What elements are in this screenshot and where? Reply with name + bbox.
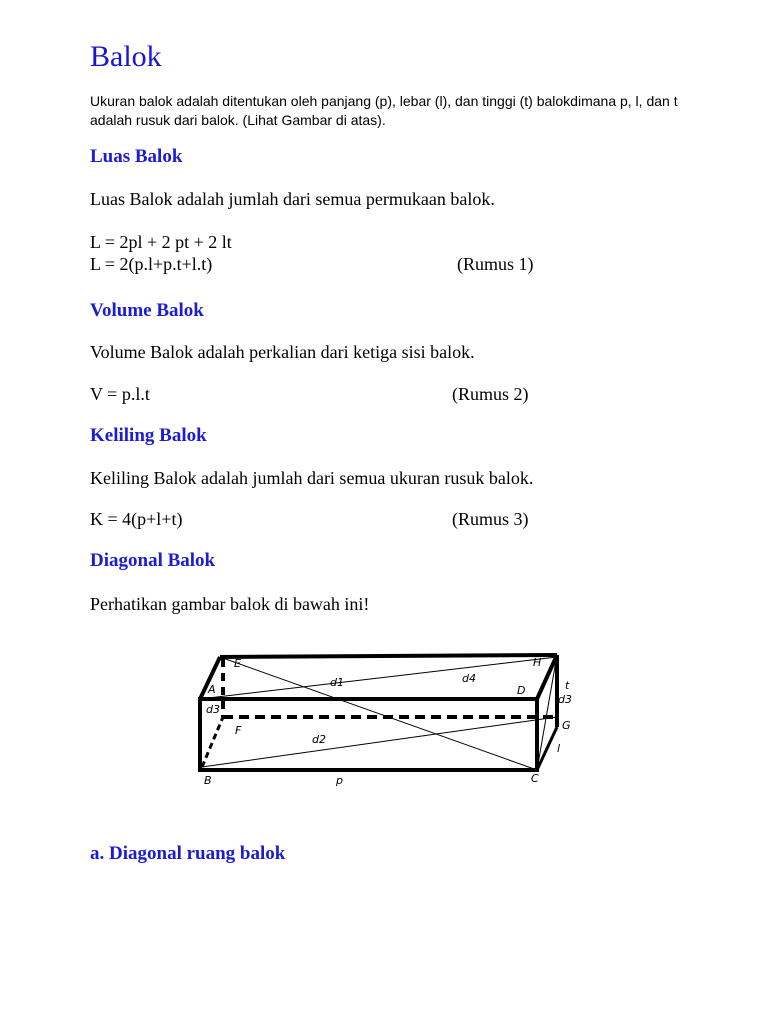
label-A: A — [208, 683, 216, 696]
label-D: D — [517, 684, 526, 697]
label-B: B — [204, 774, 212, 787]
volume-heading: Volume Balok — [90, 300, 204, 321]
hidden-edge-BF — [202, 717, 223, 767]
volume-formula: V = p.l.t — [90, 384, 150, 404]
section-a-heading: a. Diagonal ruang balok — [90, 843, 286, 864]
luas-description: Luas Balok adalah jumlah dari semua permukaan balok. — [90, 189, 495, 209]
rumus-3-label: (Rumus 3) — [452, 509, 529, 529]
keliling-formula: K = 4(p+l+t) — [90, 509, 183, 529]
diagonal-line-d2 — [202, 717, 557, 767]
label-d1: d1 — [330, 676, 344, 689]
volume-description: Volume Balok adalah perkalian dari ketiga sisi balok. — [90, 342, 475, 362]
luas-formula-2: L = 2(p.l+p.t+l.t) — [90, 254, 213, 274]
label-p: p — [336, 774, 343, 787]
rumus-1-label: (Rumus 1) — [457, 254, 534, 274]
label-l: l — [557, 742, 561, 755]
label-d2: d2 — [312, 733, 326, 746]
diagonal-line-1 — [220, 657, 537, 770]
keliling-description: Keliling Balok adalah jumlah dari semua ukuran rusuk balok. — [90, 468, 534, 488]
label-E: E — [234, 657, 241, 670]
cuboid-figure — [190, 645, 580, 795]
luas-formula-1: L = 2pl + 2 pt + 2 lt — [90, 232, 232, 252]
label-d4: d4 — [462, 672, 476, 685]
page-title: Balok — [90, 40, 162, 73]
diagonal-description: Perhatikan gambar balok di bawah ini! — [90, 594, 370, 614]
keliling-heading: Keliling Balok — [90, 425, 207, 446]
label-C: C — [531, 772, 539, 785]
edge-EH — [220, 655, 557, 657]
label-F: F — [235, 724, 242, 737]
luas-heading: Luas Balok — [90, 146, 183, 167]
intro-paragraph: Ukuran balok adalah ditentukan oleh panjang (p), lebar (l), dan tinggi (t) balokdimana p, l, dan t adalah rusuk dari balok. (Lihat Gambar di atas). — [90, 93, 678, 128]
edge-CG — [537, 727, 557, 770]
label-d3-left: d3 — [206, 703, 220, 716]
diagonal-line-d4 — [200, 657, 557, 699]
label-G: G — [562, 719, 571, 732]
rumus-2-label: (Rumus 2) — [452, 384, 529, 404]
label-H: H — [533, 656, 542, 669]
diagonal-heading: Diagonal Balok — [90, 550, 216, 571]
label-t: t — [565, 679, 570, 692]
label-d3-right: d3 — [558, 693, 572, 706]
